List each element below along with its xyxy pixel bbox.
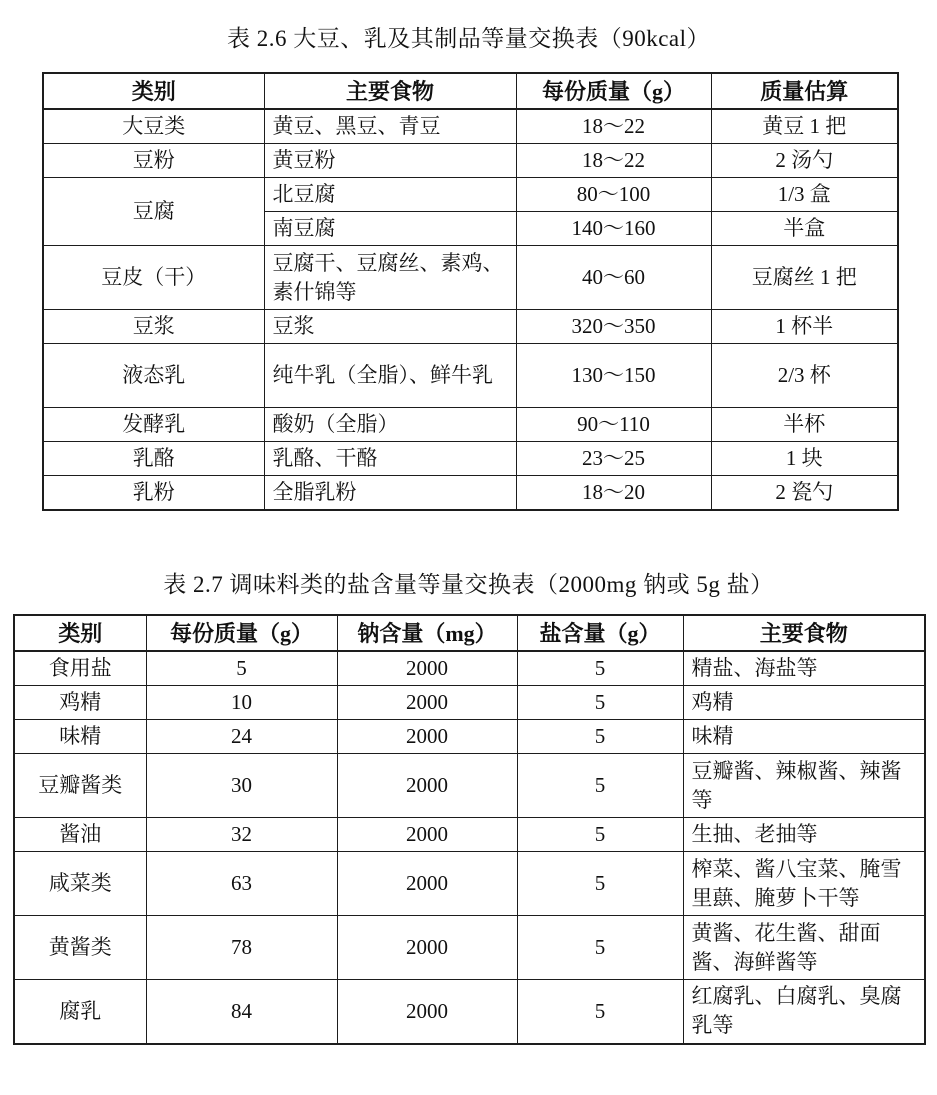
estimate-cell: 半杯 (711, 408, 898, 442)
header-mass-per-serving: 每份质量（g） (516, 73, 711, 109)
category-cell: 味精 (14, 720, 146, 754)
mass-cell: 78 (146, 916, 337, 980)
sodium-cell: 2000 (337, 686, 517, 720)
table-row (14, 720, 925, 754)
mass-cell: 18～22 (516, 109, 711, 144)
foods-cell: 乳酪、干酪 (264, 442, 516, 476)
mass-cell: 23～25 (516, 442, 711, 476)
salt-cell: 5 (517, 818, 683, 852)
foods-cell: 酸奶（全脂） (264, 408, 516, 442)
category-cell: 酱油 (14, 818, 146, 852)
mass-cell: 84 (146, 980, 337, 1044)
foods-cell: 黄豆粉 (264, 144, 516, 178)
mass-cell: 320～350 (516, 310, 711, 344)
foods-cell: 豆浆 (264, 310, 516, 344)
table-header-row (14, 615, 925, 651)
mass-cell: 24 (146, 720, 337, 754)
estimate-cell: 2 汤勺 (711, 144, 898, 178)
category-cell: 食用盐 (14, 651, 146, 686)
table-2-6-title: 表 2.6 大豆、乳及其制品等量交换表（90kcal） (226, 26, 711, 51)
mass-cell: 140～160 (516, 212, 711, 246)
category-cell: 豆粉 (43, 144, 264, 178)
header-sodium-content: 钠含量（mg） (337, 615, 517, 651)
header-category: 类别 (43, 73, 264, 109)
foods-cell: 鸡精 (683, 686, 925, 720)
sodium-cell: 2000 (337, 852, 517, 916)
table-2-7-title: 表 2.7 调味料类的盐含量等量交换表（2000mg 钠或 5g 盐） (163, 572, 774, 597)
estimate-cell: 2 瓷勺 (711, 476, 898, 511)
foods-cell: 南豆腐 (264, 212, 516, 246)
foods-cell: 黄酱、花生酱、甜面酱、海鲜酱等 (683, 916, 925, 980)
category-cell: 腐乳 (14, 980, 146, 1044)
table-row (14, 852, 925, 916)
mass-cell: 18～22 (516, 144, 711, 178)
foods-cell: 北豆腐 (264, 178, 516, 212)
category-cell: 咸菜类 (14, 852, 146, 916)
sodium-cell: 2000 (337, 818, 517, 852)
sodium-cell: 2000 (337, 754, 517, 818)
estimate-cell: 黄豆 1 把 (711, 109, 898, 144)
header-mass-per-serving: 每份质量（g） (146, 615, 337, 651)
category-cell: 豆浆 (43, 310, 264, 344)
estimate-cell: 1 杯半 (711, 310, 898, 344)
header-main-foods: 主要食物 (683, 615, 925, 651)
foods-cell: 豆腐干、豆腐丝、素鸡、素什锦等 (264, 246, 516, 310)
salt-cell: 5 (517, 754, 683, 818)
mass-cell: 18～20 (516, 476, 711, 511)
estimate-cell: 半盒 (711, 212, 898, 246)
category-cell: 发酵乳 (43, 408, 264, 442)
mass-cell: 5 (146, 651, 337, 686)
category-cell: 大豆类 (43, 109, 264, 144)
table-row (14, 916, 925, 980)
salt-cell: 5 (517, 686, 683, 720)
sodium-cell: 2000 (337, 916, 517, 980)
category-cell: 豆皮（干） (43, 246, 264, 310)
mass-cell: 40～60 (516, 246, 711, 310)
salt-cell: 5 (517, 651, 683, 686)
foods-cell: 味精 (683, 720, 925, 754)
mass-cell: 63 (146, 852, 337, 916)
salt-cell: 5 (517, 852, 683, 916)
table-row (14, 980, 925, 1044)
foods-cell: 豆瓣酱、辣椒酱、辣酱等 (683, 754, 925, 818)
foods-cell: 纯牛乳（全脂）、鲜牛乳 (264, 344, 516, 408)
table-row (43, 246, 898, 310)
foods-cell: 全脂乳粉 (264, 476, 516, 511)
foods-cell: 黄豆、黑豆、青豆 (264, 109, 516, 144)
table-2-7-seasoning-salt-exchange (13, 614, 926, 1045)
category-cell: 乳酪 (43, 442, 264, 476)
foods-cell: 红腐乳、白腐乳、臭腐乳等 (683, 980, 925, 1044)
mass-cell: 10 (146, 686, 337, 720)
salt-cell: 5 (517, 720, 683, 754)
table-row (14, 818, 925, 852)
category-cell: 鸡精 (14, 686, 146, 720)
table-2-6-soy-dairy-exchange (42, 72, 899, 511)
header-main-foods: 主要食物 (264, 73, 516, 109)
table-row (43, 178, 898, 212)
table-row (14, 651, 925, 686)
estimate-cell: 2/3 杯 (711, 344, 898, 408)
category-cell: 液态乳 (43, 344, 264, 408)
foods-cell: 榨菜、酱八宝菜、腌雪里蕻、腌萝卜干等 (683, 852, 925, 916)
mass-cell: 30 (146, 754, 337, 818)
table-row (43, 442, 898, 476)
table-row (14, 686, 925, 720)
estimate-cell: 1/3 盒 (711, 178, 898, 212)
header-category: 类别 (14, 615, 146, 651)
table-header-row (43, 73, 898, 109)
estimate-cell: 1 块 (711, 442, 898, 476)
table-row (14, 754, 925, 818)
table-row (43, 476, 898, 511)
foods-cell: 生抽、老抽等 (683, 818, 925, 852)
salt-cell: 5 (517, 980, 683, 1044)
foods-cell: 精盐、海盐等 (683, 651, 925, 686)
table-row (43, 144, 898, 178)
mass-cell: 90～110 (516, 408, 711, 442)
table-row (43, 408, 898, 442)
category-cell: 乳粉 (43, 476, 264, 511)
sodium-cell: 2000 (337, 980, 517, 1044)
sodium-cell: 2000 (337, 651, 517, 686)
category-cell-tofu: 豆腐 (43, 178, 264, 246)
mass-cell: 32 (146, 818, 337, 852)
header-salt-content: 盐含量（g） (517, 615, 683, 651)
mass-cell: 80～100 (516, 178, 711, 212)
table-row (43, 344, 898, 408)
table-row (43, 109, 898, 144)
category-cell: 黄酱类 (14, 916, 146, 980)
salt-cell: 5 (517, 916, 683, 980)
category-cell: 豆瓣酱类 (14, 754, 146, 818)
table-row (43, 310, 898, 344)
header-mass-estimate: 质量估算 (711, 73, 898, 109)
sodium-cell: 2000 (337, 720, 517, 754)
estimate-cell: 豆腐丝 1 把 (711, 246, 898, 310)
mass-cell: 130～150 (516, 344, 711, 408)
